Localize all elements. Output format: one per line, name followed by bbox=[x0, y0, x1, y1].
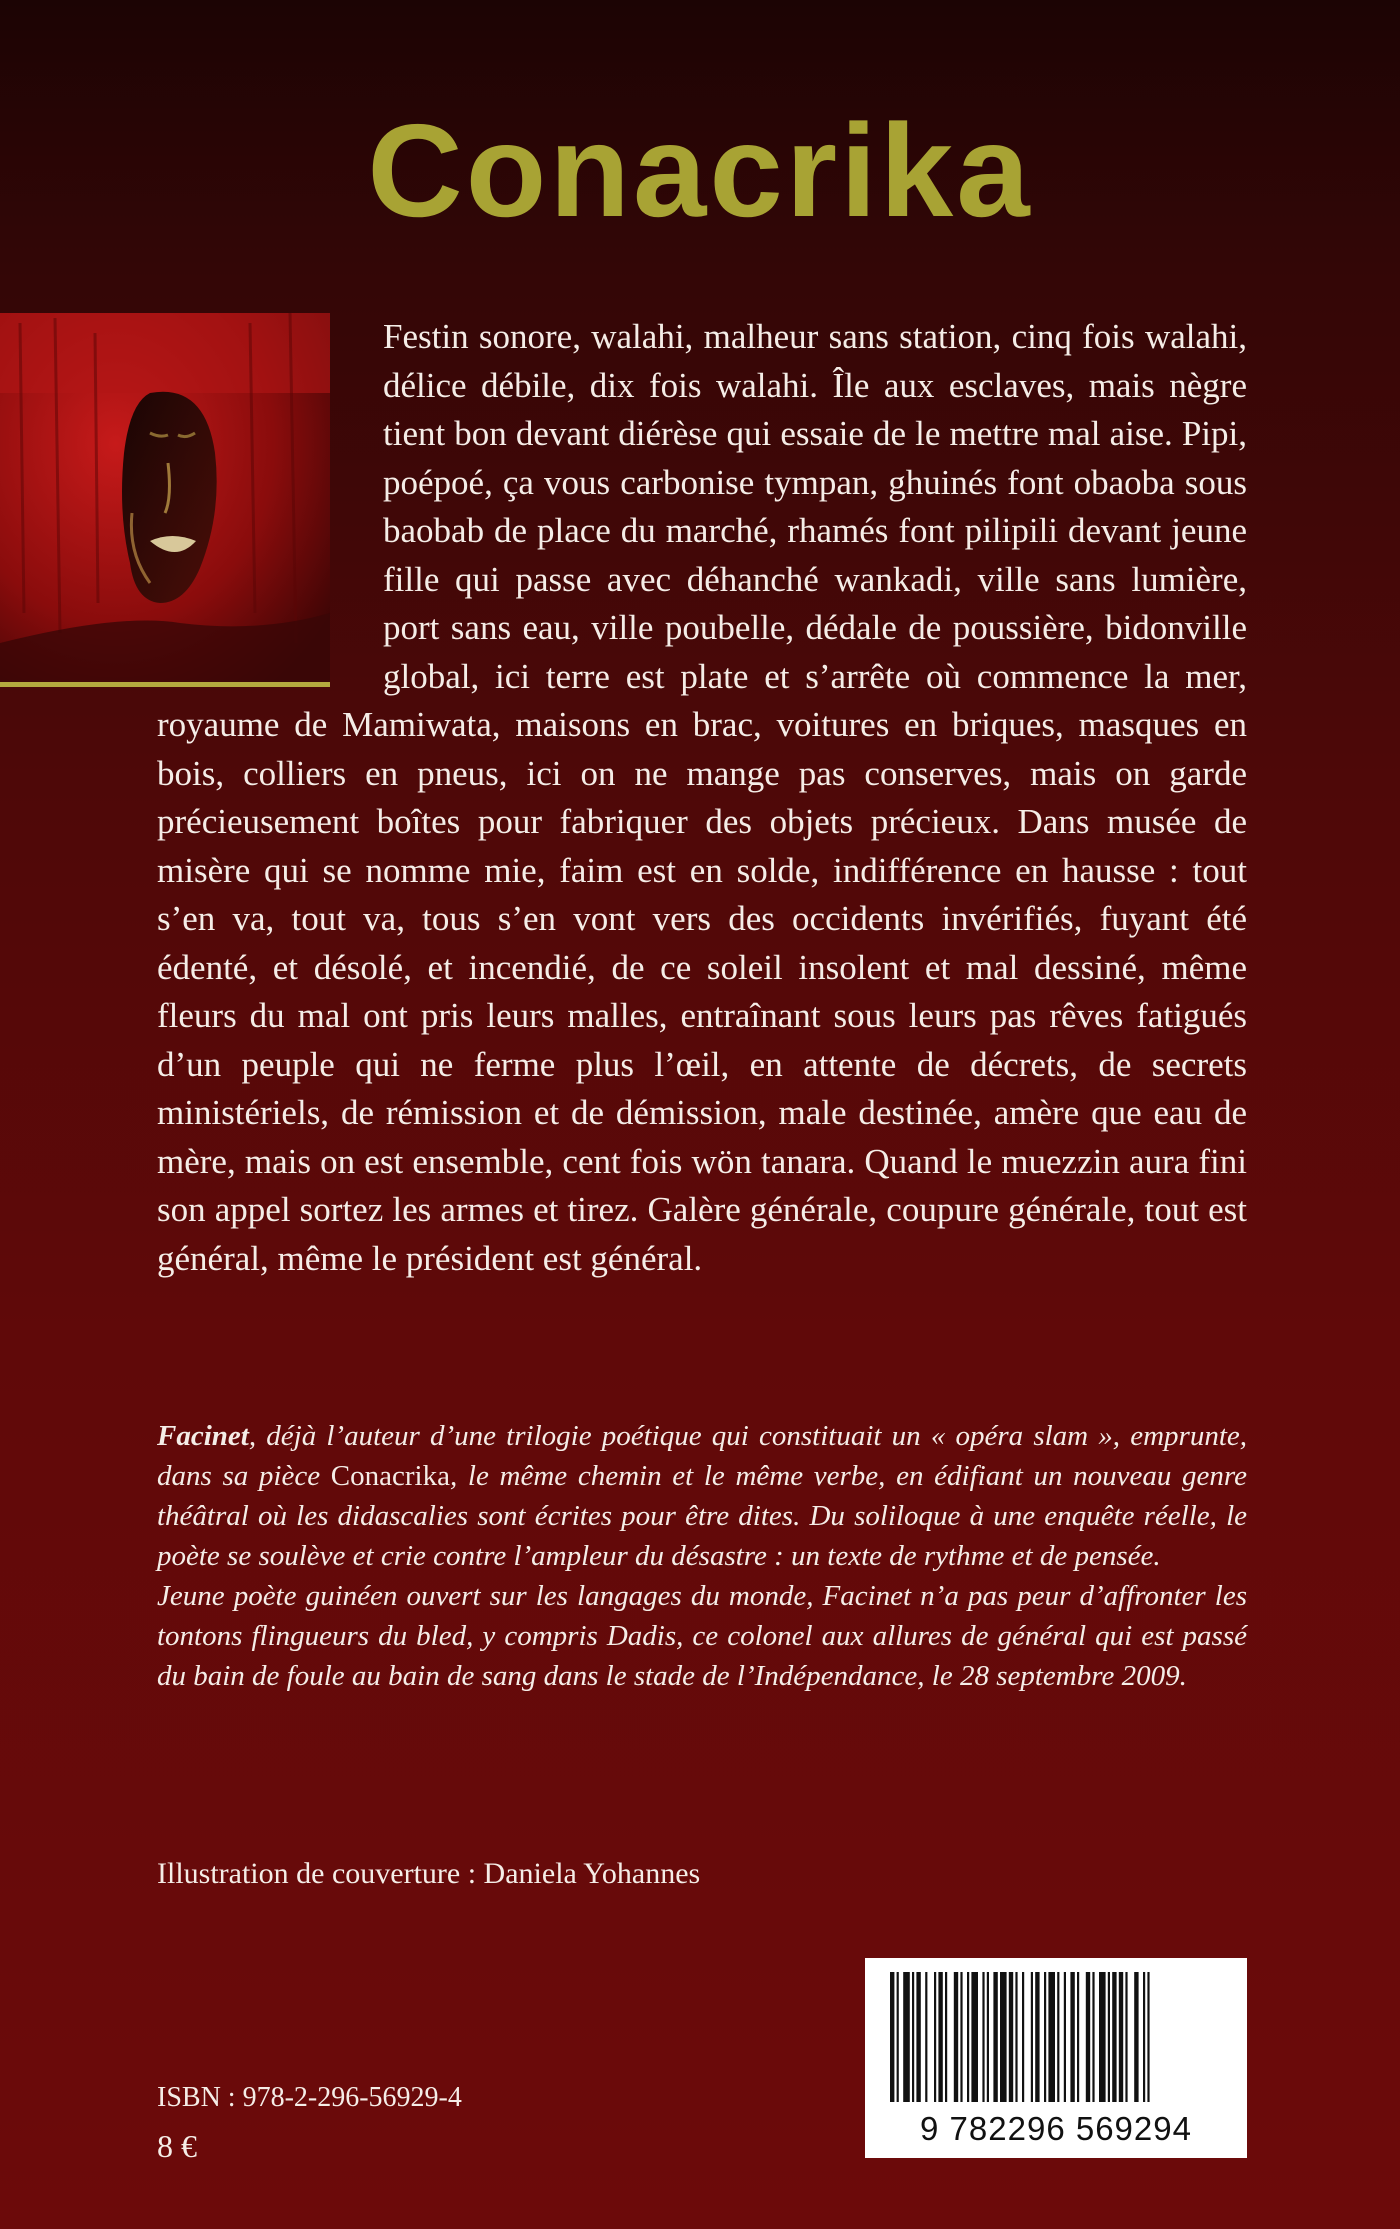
barcode-digits: 9 782296 569294 bbox=[920, 2110, 1192, 2147]
about-author-paragraph-2: Jeune poète guinéen ouvert sur les langages du monde, Facinet n’a pas peur d’affronter les tontons flingueurs du bled, y compris Dadis, ce colonel aux allures de général qui est passé du bain de foule au bain de sang dans le stade de l’Indépendance, le 28 septembre 2009. bbox=[157, 1580, 1247, 1692]
book-title: Conacrika bbox=[367, 97, 1033, 244]
barcode bbox=[865, 1958, 1247, 2158]
back-cover-blurb: Festin sonore, walahi, malheur sans station, cinq fois walahi, délice débile, dix fois walahi. Île aux esclaves, mais nègre tient bon devant diérèse qui essaie de le mettre mal aise. Pipi, poépoé, ça vous carbonise tympan, ghuinés font obaoba sous baobab de place du marché, rhamés font pilipili devant jeune fille qui passe avec déhanché wankadi, ville sans lumière, port sans eau, ville poubelle, dédale de poussière, bidonville global, ici terre est plate et s’arrête où commence la mer, royaume de Mamiwata, maisons en brac, voitures en briques, masques en bois, colliers en pneus, ici on ne mange pas conserves, mais on garde précieusement boîtes pour fabriquer des objets précieux. Dans musée de misère qui se nomme mie, faim est en solde, indifférence en hausse : tout s’en va, tout va, tous s’en vont vers des occidents invérifiés, fuyant été édenté, et désolé, et incendié, de ce soleil insolent et mal dessiné, même fleurs du mal ont pris leurs malles, entraînant sous leurs pas rêves fatigués d’un peuple qui ne ferme plus l’œil, en attente de décrets, de secrets ministériels, de rémission et de démission, male destinée, amère que eau de mère, mais on est ensemble, cent fois wön tanara. Quand le muezzin aura fini son appel sortez les armes et tirez. Galère générale, coupure générale, tout est général, même le président est général. bbox=[157, 317, 1247, 1278]
barcode-bars bbox=[890, 1972, 1222, 2102]
about-text-a: , déjà l’auteur d’une trilogie poétique qui constituait un « opéra slam », emprunte, dans sa pièce bbox=[157, 1420, 1247, 1492]
about-text-b: , le même chemin et le même verbe, en édifiant un nouveau genre théâtral où les didascalies sont écrites pour être dites. Du soliloque à une enquête réelle, le poète se soulève et crie contre l’ampleur du désastre : un texte de rythme et de pensée. bbox=[157, 1460, 1247, 1572]
author-name: Facinet bbox=[157, 1420, 249, 1452]
isbn: ISBN : 978-2-296-56929-4 bbox=[157, 2082, 462, 2113]
play-title: Conacrika bbox=[330, 1460, 450, 1492]
about-author bbox=[157, 1416, 1247, 1696]
about-author-paragraph-1 bbox=[157, 1416, 1247, 1576]
illustration-credit: Illustration de couverture : Daniela Yohannes bbox=[157, 1857, 701, 1890]
price: 8 € bbox=[157, 2128, 197, 2164]
